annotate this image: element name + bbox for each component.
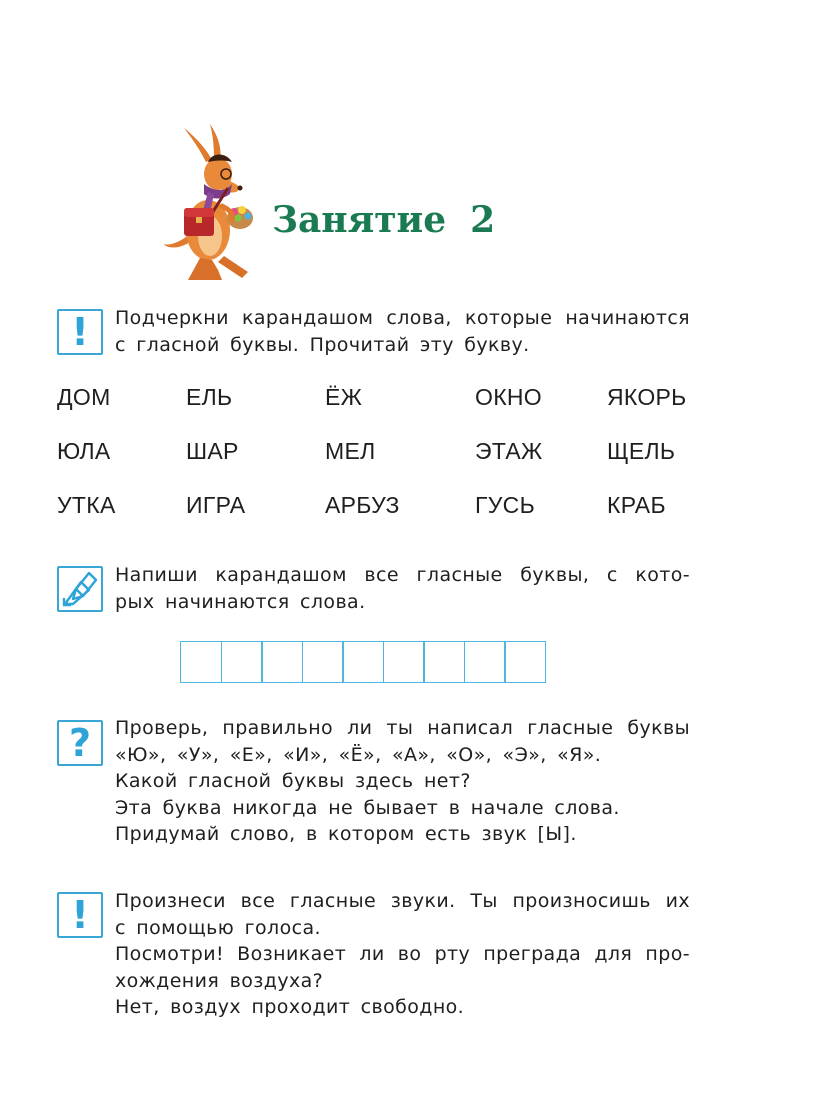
task4-instruction (115, 888, 690, 1021)
task1-line: Подчеркни карандашом слова, которые начинаются (115, 307, 690, 329)
exclamation-icon: ! (57, 309, 103, 355)
word-item: ЭТАЖ (475, 438, 543, 464)
answer-cell[interactable] (221, 641, 263, 683)
task3-line: Эта буква никогда не бывает в начале слова. (115, 796, 620, 819)
task4-line: Произнеси все гласные звуки. Ты произносишь их (115, 890, 690, 912)
lesson-title (272, 196, 495, 244)
lesson-number: 2 (470, 199, 496, 241)
task4-line: хождения воздуха? (115, 969, 324, 992)
exclamation-icon: ! (57, 892, 103, 938)
word-item: ЮЛА (57, 438, 111, 464)
word-item: ИГРА (186, 492, 246, 518)
word-item: УТКА (57, 492, 116, 518)
word-item: ЁЖ (325, 384, 363, 410)
task1-instruction (115, 305, 690, 358)
task3-line: Проверь, правильно ли ты написал гласные буквы (115, 717, 690, 739)
word-item: ЩЕЛЬ (607, 438, 676, 464)
answer-cell[interactable] (504, 641, 546, 683)
word-item: ДОМ (57, 384, 111, 410)
task4-line: Нет, воздух проходит свободно. (115, 996, 465, 1018)
answer-cells (180, 641, 546, 683)
answer-cell[interactable] (464, 641, 506, 683)
word-item: ГУСЬ (475, 492, 535, 518)
answer-cell[interactable] (423, 641, 465, 683)
task3-line: Какой гласной буквы здесь нет? (115, 770, 471, 792)
task1-line: с гласной буквы. Прочитай эту букву. (115, 333, 530, 356)
task3-line: «Ю», «У», «Е», «И», «Ё», «А», «О», «Э», «Я». (115, 743, 602, 766)
question-icon: ? (57, 720, 103, 766)
answer-cell[interactable] (180, 641, 222, 683)
task2-line: рых начинаются слова. (115, 590, 366, 613)
word-item: ШАР (186, 438, 239, 464)
task2-line: Напиши карандашом все гласные буквы, с кото- (115, 564, 690, 586)
word-item: ОКНО (475, 384, 542, 410)
word-item: ЕЛЬ (186, 384, 233, 410)
task3-instruction (115, 715, 690, 848)
word-item: МЕЛ (325, 438, 376, 464)
task2-instruction (115, 562, 690, 615)
answer-cell[interactable] (342, 641, 384, 683)
pencil-writing-icon (57, 566, 103, 612)
word-item: АРБУЗ (325, 492, 400, 518)
answer-cell[interactable] (302, 641, 344, 683)
lesson-title-label: Занятие (272, 199, 447, 241)
task4-line: Посмотри! Возникает ли во рту преграда для про- (115, 943, 690, 965)
task3-line: Придумай слово, в котором есть звук [Ы]. (115, 823, 577, 845)
word-item: КРАБ (607, 492, 666, 518)
word-item: ЯКОРЬ (607, 384, 687, 410)
answer-cell[interactable] (383, 641, 425, 683)
kangaroo-mascot-illustration (160, 122, 260, 284)
task4-line: с помощью голоса. (115, 916, 321, 939)
answer-cell[interactable] (261, 641, 303, 683)
